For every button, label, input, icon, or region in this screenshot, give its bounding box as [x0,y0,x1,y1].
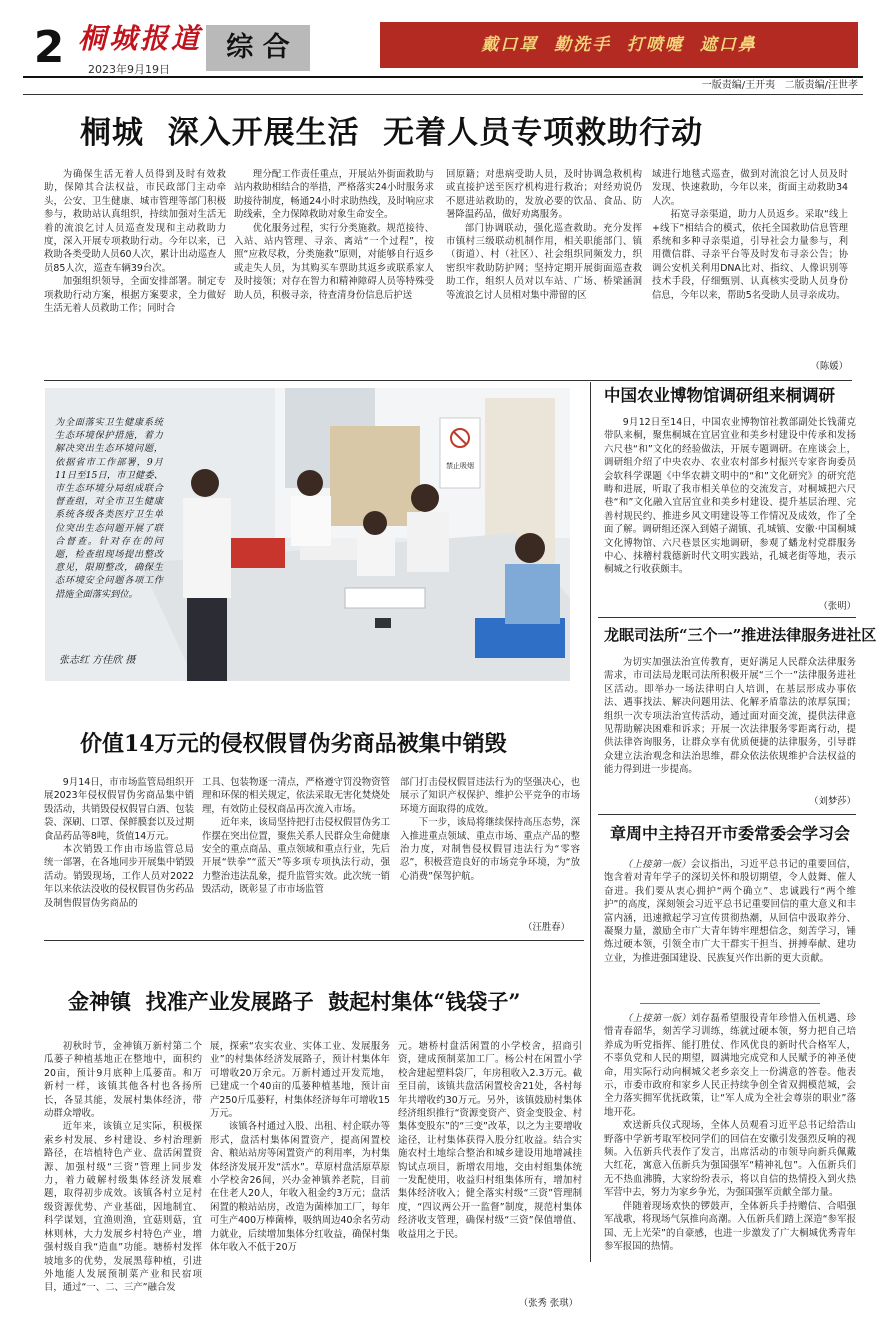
masthead [0,0,887,100]
byline: （陈媛） [810,361,848,372]
section-divider [44,940,584,941]
section-tag [206,25,310,71]
continued-tag: （上接第一版） [622,859,691,870]
photo-caption: 为全面落实卫生健康系统生态环境保护措施，着力解决突出生态环境问题，依据省市工作部署，9月11日至15日，市卫健委、市生态环境分局组成联合督查组，对全市卫生健康系统各级各类医疗卫生单位突出生态问题开展了联合督查。针对存在的问题，检查组现场提出整改意见，限期整改，确保生态环境安全问题各项工作措施全面落实到位。 [55,417,163,600]
news-photo [45,388,570,681]
byline: （张秀 张琪） [518,1298,578,1309]
headline-museum: 中国农业博物馆调研组来桐调研 [604,386,835,405]
paragraph: 近年来，该局坚持把打击侵权假冒伪劣工作摆在突出位置，聚焦关系人民群众生命健康安全的重点商品、重点领域和重点行业，先后开展“铁拳”“蓝天”等多项专项执法行动，强力整治违法乱象，提升监管实效。此次统一销毁活动，既彰显了市市场监管 [202,817,390,896]
fake-col-1 [44,776,194,926]
paragraph: 会议指出，习近平总书记的重要回信，饱含着对青年学子的深切关怀和殷切期望，令人鼓舞、催人奋进。我们要从衷心拥护“两个确立”、忠诚践行“两个维护”的高度，深刻领会习近平总书记重要回信的重大意义和丰富内涵，迅速掀起学习宣传贯彻热潮，从回信中汲取养分、凝聚力量，激励全市广大青年铸牢理想信念，刻苦学习，锤炼过硬本领，引领全市广大干群实干担当、拼搏奉献、建功立业，为推进强国建设、民族复兴作出新的更大贡献。 [604,859,856,964]
paper-name-logo: 桐城报道 [78,22,203,55]
paragraph: 理分配工作责任重点，开展站外街面救助与站内救助相结合的举措，严格落实24小时服务求助接待制度，畅通24小时求助热线，及时响应求助线索，全力保障救助对象生命安全。 [234,169,434,221]
photo-credit: 张志红 方佳欣 摄 [59,655,136,666]
fake-col-2 [202,776,390,926]
paragraph: 拓宽寻亲渠道，助力人员返乡。采取“线上+线下”相结合的模式，依托全国救助信息管理系统和多种寻亲渠道，引导社会力量参与，利用微信群、寻亲平台等及时发布寻亲公告；协调公安机关利用DNA比对、指纹、人像识别等技术手段，仔细甄别、认真核实受助人员身份信息，今年以来，帮助5名受助人员寻亲成功。 [652,209,848,301]
paragraph: 欢送新兵仪式现场，全体人员观看习近平总书记给浩山野落中学新考取军校同学们的回信在安徽引发强烈反响的视频。入伍新兵代表作了发言，出席活动的市领导向新兵佩戴大红花，寓意入伍新兵为强国强军“精神礼包”。入伍新兵们无不热血沸腾，大家纷纷表示，将以自信的热情投入到火热军营中去，努力为家乡争光，为强国强军贡献全部力量。 [604,1120,856,1199]
study-body [604,858,856,1008]
paragraph: 初秋时节，金神镇万新村第二个瓜蒌子种植基地正在整地中，面积约20亩，预计9月底种上瓜蒌苗。和万新村一样，该镇其他各村也各扬所长，各显其能，发展村集体经济，带动群众增收。 [44,1041,202,1120]
paragraph: 9月12日至14日，中国农业博物馆社教部副处长钱蒲克带队来桐，聚焦桐城在宜居宜业和美乡村建设中传承和发扬六尺巷“和”文化的经验做法，开展专题调研。在座谈会上，调研组介绍了中央农办、农业农村部乡村振兴专家咨询委员会软科学课题《中华农耕文明中的“和”文化研究》的研究范畴和进展，听取了我市相关单位的交流发言，对桐城把六尺巷“和”文化融入宜居宜业和美乡村建设、提升基层治理、完善村规民约、推进乡风文明建设等工作情况及成效，作了全面了解。调研组还深入到嬉子湖镇、孔城镇、安徽·中国桐城文化博物馆、六尺巷景区实地调研，参观了蟠龙村党群服务中心、抹稽村栽德新时代文明实践站，孔城老街等地，表示桐城之行收获颇丰。 [604,417,856,576]
section-divider [44,380,852,381]
paragraph: 伴随着现场欢快的锣鼓声，全体新兵手持赠信、合唱强军战歌，将现场气氛推向高潮。入伍新兵们踏上深造“参军报国、无上光荣”的自豪感，也进一步激发了广大桐城优秀青年参军报国的热情。 [604,1200,856,1252]
headline-fake-goods: 价值14万元的侵权假冒伪劣商品被集中销毁 [80,731,507,757]
justice-body [604,656,856,792]
village-col-1 [44,1040,202,1312]
paragraph: 为切实加强法治宣传教育，更好满足人民群众法律服务需求，市司法局龙眠司法所积极开展“三个一”法律服务进社区活动。即举办一场法律明白人培训，在基层形成办事依法、遇事找法、解决问题用法、化解矛盾靠法的浓厚氛围；组织一次专项法治宣传活动，通过面对面交流，提供法律意见帮助解决困难和诉求；开展一次法律服务零距离行动，提供法律咨询服务，让群众享有优质便捷的法律服务，引导群众建立法治观念和法治思维，群众依法依规维护合法权益的能力得到进一步提高。 [604,657,856,776]
paragraph: 部门协调联动，强化巡查救助。充分发挥市镇村三级联动机制作用，相关职能部门、镇（街道）、村（社区）、社会组织同频发力，织密织牢救助防护网；坚持定期开展街面巡查救助工作，组织人员对以车站、广场、桥梁涵洞等流浪乞讨人员相对集中滞留的区 [446,222,642,301]
rescue-col-2 [234,168,434,373]
page-number: 2 [33,22,65,73]
masthead-rule-bottom [23,94,863,95]
village-col-3 [398,1040,582,1295]
section-divider [598,814,856,815]
rescue-col-4 [652,168,848,358]
rescue-col-3 [446,168,642,373]
paragraph: 近年来，该镇立足实际，积极探索乡村发展、乡村建设、乡村治理新路径，在培植特色产业、盘活闲置资源、加强村级“三资”管理上同步发力，着力破解村级集体经济发展难题，取得初步成效。该镇各村立足村级资源优势、产业基础，因地制宜、科学谋划，宜渔则渔，宜菇则菇，宜林则林，大力发展乡村特色产业，增强村级自我“造血”功能。塘桥村发挥坡地多的优势，发展黑莓种植，引进外地能人发展预制菜产业和民宿项目，通过“一、二、三产”融合发 [44,1121,202,1294]
paragraph: 该镇各村通过入股、出租、村企联办等形式，盘活村集体闲置资产，提高闲置校舍、粮站站房等闲置资产的利用率，为村集体经济发展开发“活水”。草原村盘活原草原小学校舍26间，兴办金神镇养老院，目前在住老人20人，年收入租金约3万元；盘活闲置的粮站站房，改造为菌棒加工厂，每年可生产400万棒菌棒，吸纳周边40余名劳动力就业，后续增加集体分红收益，确保村集体年收入不低于20万 [210,1121,390,1254]
byline: （张明） [818,601,856,612]
continued-tag: （上接第一版） [622,1013,691,1024]
headline-justice: 龙眠司法所“三个一”推进法律服务进社区 [604,626,877,644]
byline: （汪胜春） [523,922,570,933]
museum-body [604,416,856,598]
paragraph: 加强组织领导，全面安排部署。制定专项救助行动方案，根据方案要求，全力做好生活无着人员救助工作；同时合 [44,276,226,315]
paragraph: 优化服务过程，实行分类施救。规范接待、入站、站内管理、寻亲、离站“一个过程”，按照“应救尽救，分类施救”原则，对能够自行返乡或走失人员，为其购买车票助其返乡或联系家人及时接领；对存在智力和精神障碍人员等特殊受助人员，积极寻亲，待查清身份信息后护送 [234,222,434,301]
headline-village-visible: 金神镇 找准产业发展路子 鼓起村集体“钱袋子” [68,989,521,1014]
section-title: 综 合 [226,32,290,63]
issue-date: 2023年9月19日 [88,63,170,76]
section-divider [598,617,856,618]
paragraph: 本次销毁工作由市场监管总局统一部署，在各地同步开展集中销毁活动。销毁现场，工作人员对2022年以来依法没收的侵权假冒伪劣药品及制售假冒伪劣商品的 [44,844,194,909]
paragraph: 下一步，该局将继续保持高压态势，深入推进重点领域、重点市场、重点产品的整治力度，对制售侵权假冒违法行为“零容忍”，积极营造良好的市场竞争环境，为“放心消费”保驾护航。 [400,817,580,882]
paragraph: 工具、包装物逐一清点，严格遵守罚没物资管理和环保的相关规定，依法采取无害化焚烧处理，有效防止侵权商品再次流入市场。 [202,777,390,815]
headline-study: 章周中主持召开市委常委会学习会 [610,824,851,843]
editor-line: 一版责编/王开夷 二版责编/汪世孝 [701,80,858,91]
paragraph: 部门打击侵权假冒违法行为的坚强决心，也展示了知识产权保护、维护公平竞争的市场环境方面取得的成效。 [400,777,580,815]
rescue-col-1 [44,168,226,373]
paragraph: 域进行地毯式巡查，做到对流浪乞讨人员及时发现、快速救助，今年以来，街面主动救助34人次。 [652,169,848,207]
health-banner [380,22,858,68]
headline-rescue: 桐城 深入开展生活 无着人员专项救助行动 [80,115,704,151]
recruit-body [604,1012,856,1312]
paragraph: 展，探索“农实农业、实体工业、发展服务业”的村集体经济发展路子，预计村集体年可增收20万余元。万新村通过开发荒地，已建成一个40亩的瓜蒌种植基地，预计亩产250斤瓜蒌籽，村集体经济每年可增收15万元。 [210,1041,390,1120]
paragraph: 刘存磊希望服役青年珍惜入伍机遇、珍惜青春韶华，刻苦学习训练，练就过硬本领，努力把自己培养成为听党指挥、能打胜仗、作风优良的新时代合格军人，不辜负党和人民的期望，圆满地完成党和人民赋予的神圣使命，用实际行动向桐城父老乡亲交上一份满意的答卷。他表示，市委市政府和家乡人民正持续争创全省双拥模范城，会全力落实拥军优抚政策，让“军人成为全社会尊崇的职业”落地开花。 [604,1013,856,1118]
paragraph: 为确保生活无着人员得到及时有效救助，保障其合法权益，市民政部门主动牵头，公安、卫生健康、城市管理等部门积极参与，救助站认真组织，持续加强对生活无着的流浪乞讨人员巡查发现和主动救助力度，深入开展专项救助行动。今年以来，已救助各类受助人员60人次，累计出动巡查人员85人次，巡查车辆39台次。 [44,169,226,274]
paragraph: 元。塘桥村盘活闲置的小学校舍，招商引资，建成预制菜加工厂。杨公村在闲置小学校舍建起塑料袋厂，年房租收入2.3万元。截至目前，该镇共盘活闲置校舍21处，各村每年共增收约30万元。另外，该镇鼓励村集体经济组织推行“资源变资产、资金变股金、村集体变股东”的“三变”改革，以之为主要增收途径，让村集体获得入股分红收益。结合实施农村土地综合整治和城乡建设用地增减挂钩试点项目，新增农用地，交由村组集体统一发配使用，收益归村组集体所有，增加村集体经济收入；健全落实村级“三资”管理制度，“四议两公开一监督”制度，规范村集体经济收支管理，确保村级“三资”保值增值、收益用之于民。 [398,1041,582,1240]
section-divider [640,1003,820,1004]
column-divider [590,382,591,1262]
no-smoking-sign-text: 禁止吸烟 [446,462,474,470]
fake-col-3 [400,776,580,916]
byline: （刘梦莎） [809,796,856,807]
paragraph: 9月14日，市市场监管局组织开展2023年侵权假冒伪劣商品集中销毁活动，共销毁侵权假冒白酒、包装袋、深刷、口罩、保鲜膜套以及过期食品药品等8吨，货值14万元。 [44,777,194,842]
masthead-rule [23,76,863,78]
banner-slogan: 戴口罩 勤洗手 打喷嚏 遮口鼻 [481,35,757,55]
paragraph: 回原籍；对患病受助人员，及时协调急救机构或直接护送至医疗机构进行救治；对经劝说仍不愿进站救助的，发放必要的饮品、食品、防暑降温药品，做好劝离服务。 [446,169,642,221]
village-col-2 [210,1040,390,1312]
